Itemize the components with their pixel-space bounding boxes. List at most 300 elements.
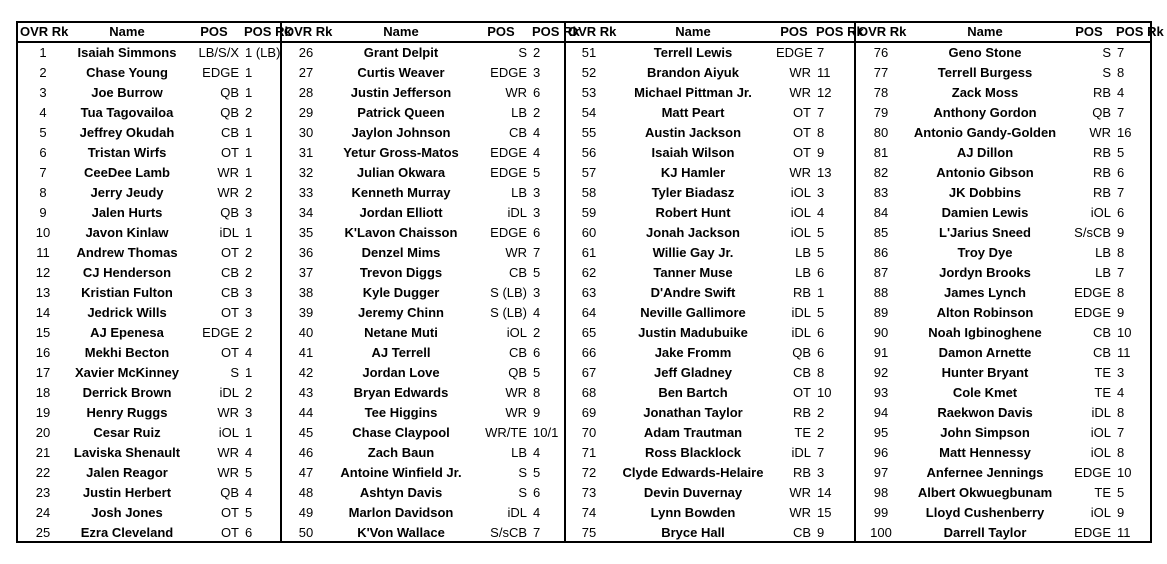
position-rank-cell: 7 xyxy=(1117,425,1125,440)
table-row xyxy=(18,443,280,463)
table-row xyxy=(18,83,280,103)
position-cell: QB xyxy=(1092,105,1111,120)
player-name-cell: Derrick Brown xyxy=(82,385,172,400)
player-name-cell: Jordan Elliott xyxy=(359,205,443,220)
position-rank-cell: 2 xyxy=(533,325,541,340)
position-rank-cell: 5 xyxy=(817,245,825,260)
position-cell: iOL xyxy=(1090,205,1111,220)
position-rank-cell: 1 xyxy=(245,145,253,160)
player-name-cell: L'Jarius Sneed xyxy=(939,225,1031,240)
overall-rank-cell: 77 xyxy=(873,65,889,80)
player-name-cell: Devin Duvernay xyxy=(643,485,743,500)
position-cell: EDGE xyxy=(202,325,239,340)
table-row xyxy=(856,363,1152,383)
position-rank-cell: 6 xyxy=(817,265,825,280)
position-cell: S/sCB xyxy=(1074,225,1111,240)
position-rank-cell: 9 xyxy=(817,525,825,540)
overall-rank-cell: 80 xyxy=(873,125,889,140)
player-name-cell: Denzel Mims xyxy=(361,245,441,260)
table-row xyxy=(282,343,566,363)
table-row xyxy=(282,503,566,523)
position-cell: EDGE xyxy=(490,225,527,240)
position-cell: CB xyxy=(508,345,527,360)
player-name-cell: Laviska Shenault xyxy=(73,445,181,460)
table-row xyxy=(566,123,856,143)
position-rank-cell: 6 xyxy=(533,225,541,240)
table-row xyxy=(282,403,566,423)
position-cell: LB xyxy=(795,265,811,280)
position-rank-cell: 4 xyxy=(245,345,253,360)
position-cell: iDL xyxy=(791,445,811,460)
position-rank-cell: 7 xyxy=(817,105,825,120)
position-rank-cell: 8 xyxy=(817,125,825,140)
table-row xyxy=(282,263,566,283)
overall-rank-cell: 82 xyxy=(873,165,889,180)
position-rank-cell: 8 xyxy=(1117,285,1125,300)
table-row xyxy=(18,403,280,423)
overall-rank-cell: 2 xyxy=(39,65,47,80)
position-cell: OT xyxy=(220,305,239,320)
overall-rank-cell: 29 xyxy=(298,105,314,120)
table-row xyxy=(282,83,566,103)
position-rank-cell: 6 xyxy=(533,85,541,100)
table-row xyxy=(856,83,1152,103)
position-rank-cell: 1 xyxy=(245,165,253,180)
position-cell: QB xyxy=(220,105,239,120)
table-row xyxy=(18,343,280,363)
position-rank-cell: 9 xyxy=(1117,505,1125,520)
overall-rank-cell: 91 xyxy=(873,345,889,360)
position-cell: OT xyxy=(792,125,811,140)
table-row xyxy=(856,343,1152,363)
player-name-cell: Bryan Edwards xyxy=(353,385,449,400)
overall-rank-cell: 46 xyxy=(298,445,314,460)
table-row xyxy=(282,443,566,463)
table-row xyxy=(282,323,566,343)
header-ovr-rank: OVR Rk xyxy=(18,23,68,42)
position-rank-cell: 1 xyxy=(245,225,253,240)
position-rank-cell: 15 xyxy=(817,505,832,520)
overall-rank-cell: 56 xyxy=(581,145,597,160)
position-rank-cell: 8 xyxy=(1117,245,1125,260)
position-cell: iOL xyxy=(790,185,811,200)
overall-rank-cell: 87 xyxy=(873,265,889,280)
player-name-cell: Jalen Reagor xyxy=(86,465,168,480)
header-name: Name xyxy=(68,23,186,42)
table-row xyxy=(18,203,280,223)
position-cell: S xyxy=(1102,45,1111,60)
position-cell: OT xyxy=(220,505,239,520)
table-row xyxy=(18,323,280,343)
overall-rank-cell: 51 xyxy=(581,45,597,60)
overall-rank-cell: 35 xyxy=(298,225,314,240)
table-row xyxy=(18,123,280,143)
position-cell: WR xyxy=(217,405,239,420)
player-name-cell: James Lynch xyxy=(944,285,1026,300)
table-row xyxy=(856,483,1152,503)
position-rank-cell: 4 xyxy=(1117,385,1125,400)
position-rank-cell: 4 xyxy=(533,125,541,140)
position-rank-cell: 3 xyxy=(817,465,825,480)
position-cell: QB xyxy=(220,85,239,100)
position-cell: S xyxy=(518,465,527,480)
player-name-cell: Clyde Edwards-Helaire xyxy=(622,465,764,480)
position-rank-cell: 9 xyxy=(533,405,541,420)
overall-rank-cell: 4 xyxy=(39,105,47,120)
overall-rank-cell: 72 xyxy=(581,465,597,480)
table-row xyxy=(566,443,856,463)
table-row xyxy=(282,63,566,83)
overall-rank-cell: 83 xyxy=(873,185,889,200)
position-rank-cell: 11 xyxy=(1117,525,1131,540)
overall-rank-cell: 95 xyxy=(873,425,889,440)
table-row xyxy=(18,383,280,403)
player-name-cell: Tristan Wirfs xyxy=(87,145,167,160)
position-rank-cell: 4 xyxy=(533,445,541,460)
table-row xyxy=(18,483,280,503)
player-name-cell: Cole Kmet xyxy=(952,385,1018,400)
overall-rank-cell: 86 xyxy=(873,245,889,260)
position-cell: RB xyxy=(1092,145,1111,160)
overall-rank-cell: 26 xyxy=(298,45,314,60)
overall-rank-cell: 1 xyxy=(39,45,47,60)
header-name: Name xyxy=(612,23,774,42)
player-name-cell: Adam Trautman xyxy=(643,425,743,440)
table-row xyxy=(566,463,856,483)
position-cell: EDGE xyxy=(202,65,239,80)
player-name-cell: JK Dobbins xyxy=(948,185,1022,200)
table-row xyxy=(566,283,856,303)
overall-rank-cell: 69 xyxy=(581,405,597,420)
overall-rank-cell: 18 xyxy=(35,385,51,400)
player-name-cell: Jedrick Wills xyxy=(87,305,167,320)
overall-rank-cell: 31 xyxy=(298,145,314,160)
position-cell: RB xyxy=(1092,185,1111,200)
player-name-cell: Curtis Weaver xyxy=(357,65,445,80)
position-rank-cell: 11 xyxy=(817,65,831,80)
position-rank-cell: 3 xyxy=(533,285,541,300)
position-rank-cell: 6 xyxy=(1117,205,1125,220)
player-name-cell: CJ Henderson xyxy=(82,265,172,280)
rankings-column-2 xyxy=(280,23,580,541)
player-name-cell: Andrew Thomas xyxy=(76,245,178,260)
overall-rank-cell: 32 xyxy=(298,165,314,180)
position-cell: LB xyxy=(511,105,527,120)
position-cell: S (LB) xyxy=(490,285,527,300)
table-row xyxy=(566,323,856,343)
position-rank-cell: 5 xyxy=(245,465,253,480)
table-row xyxy=(18,183,280,203)
player-name-cell: Hunter Bryant xyxy=(941,365,1029,380)
position-rank-cell: 5 xyxy=(245,505,253,520)
position-cell: EDGE xyxy=(776,45,813,60)
player-name-cell: Matt Peart xyxy=(661,105,725,120)
player-name-cell: Jeremy Chinn xyxy=(358,305,444,320)
overall-rank-cell: 53 xyxy=(581,85,597,100)
player-name-cell: Matt Hennessy xyxy=(939,445,1031,460)
position-cell: EDGE xyxy=(490,145,527,160)
position-cell: WR xyxy=(217,465,239,480)
position-cell: EDGE xyxy=(1074,305,1111,320)
overall-rank-cell: 8 xyxy=(39,185,47,200)
player-name-cell: Lloyd Cushenberry xyxy=(925,505,1045,520)
position-cell: iDL xyxy=(219,385,239,400)
position-rank-cell: 2 xyxy=(245,185,253,200)
position-cell: QB xyxy=(220,205,239,220)
overall-rank-cell: 7 xyxy=(39,165,47,180)
position-rank-cell: 11 xyxy=(1117,345,1131,360)
overall-rank-cell: 40 xyxy=(298,325,314,340)
position-cell: WR xyxy=(505,385,527,400)
player-name-cell: D'Andre Swift xyxy=(650,285,736,300)
table-row xyxy=(282,243,566,263)
player-name-cell: Mekhi Becton xyxy=(84,345,170,360)
table-row xyxy=(566,223,856,243)
player-name-cell: Alton Robinson xyxy=(936,305,1034,320)
table-row xyxy=(856,263,1152,283)
table-row xyxy=(18,223,280,243)
position-cell: CB xyxy=(792,365,811,380)
overall-rank-cell: 43 xyxy=(298,385,314,400)
position-cell: iOL xyxy=(1090,505,1111,520)
rankings-table xyxy=(856,23,1164,543)
position-rank-cell: 6 xyxy=(817,325,825,340)
rankings-board xyxy=(16,21,1164,543)
header-ovr-rank: OVR Rk xyxy=(566,23,612,42)
player-name-cell: Ben Bartch xyxy=(658,385,728,400)
player-name-cell: Julian Okwara xyxy=(356,165,446,180)
position-cell: QB xyxy=(508,365,527,380)
table-row xyxy=(566,363,856,383)
position-rank-cell: 2 xyxy=(245,325,253,340)
table-row xyxy=(282,303,566,323)
table-row xyxy=(856,303,1152,323)
player-name-cell: Anfernee Jennings xyxy=(926,465,1044,480)
overall-rank-cell: 13 xyxy=(35,285,51,300)
position-cell: EDGE xyxy=(490,65,527,80)
table-row xyxy=(566,403,856,423)
table-row xyxy=(18,243,280,263)
player-name-cell: Terrell Lewis xyxy=(653,45,733,60)
overall-rank-cell: 99 xyxy=(873,505,889,520)
table-row xyxy=(856,103,1152,123)
position-cell: WR/TE xyxy=(485,425,527,440)
table-row xyxy=(282,103,566,123)
table-row xyxy=(282,383,566,403)
overall-rank-cell: 34 xyxy=(298,205,314,220)
overall-rank-cell: 22 xyxy=(35,465,51,480)
position-cell: TE xyxy=(794,425,811,440)
table-row xyxy=(282,42,566,63)
table-row xyxy=(566,103,856,123)
position-cell: EDGE xyxy=(1074,525,1111,540)
player-name-cell: Trevon Diggs xyxy=(359,265,443,280)
overall-rank-cell: 52 xyxy=(581,65,597,80)
player-name-cell: Kenneth Murray xyxy=(351,185,451,200)
position-rank-cell: 5 xyxy=(533,465,541,480)
position-rank-cell: 1 xyxy=(245,65,253,80)
position-cell: WR xyxy=(789,505,811,520)
position-cell: S xyxy=(1102,65,1111,80)
player-name-cell: Zack Moss xyxy=(951,85,1019,100)
overall-rank-cell: 79 xyxy=(873,105,889,120)
position-cell: S xyxy=(518,45,527,60)
position-cell: WR xyxy=(217,445,239,460)
overall-rank-cell: 84 xyxy=(873,205,889,220)
overall-rank-cell: 67 xyxy=(581,365,597,380)
player-name-cell: Troy Dye xyxy=(957,245,1013,260)
position-rank-cell: 5 xyxy=(533,365,541,380)
position-cell: LB xyxy=(1095,245,1111,260)
table-row xyxy=(856,42,1152,63)
position-rank-cell: 3 xyxy=(245,405,253,420)
position-cell: CB xyxy=(220,125,239,140)
position-rank-cell: 3 xyxy=(245,285,253,300)
table-row xyxy=(18,363,280,383)
position-cell: OT xyxy=(220,145,239,160)
position-cell: iDL xyxy=(219,225,239,240)
player-name-cell: Jake Fromm xyxy=(654,345,732,360)
overall-rank-cell: 25 xyxy=(35,525,51,540)
overall-rank-cell: 76 xyxy=(873,45,889,60)
position-rank-cell: 10/1 xyxy=(533,425,559,440)
position-rank-cell: 2 xyxy=(245,385,253,400)
player-name-cell: Antonio Gibson xyxy=(936,165,1034,180)
player-name-cell: Jordan Love xyxy=(362,365,440,380)
position-cell: WR xyxy=(505,405,527,420)
overall-rank-cell: 59 xyxy=(581,205,597,220)
position-cell: TE xyxy=(1094,365,1111,380)
table-row xyxy=(18,423,280,443)
table-row xyxy=(566,183,856,203)
player-name-cell: Neville Gallimore xyxy=(640,305,746,320)
table-row xyxy=(566,423,856,443)
position-cell: iDL xyxy=(507,205,527,220)
table-row xyxy=(18,63,280,83)
table-row xyxy=(282,423,566,443)
overall-rank-cell: 62 xyxy=(581,265,597,280)
header-position-rank: POS Rk xyxy=(814,23,856,42)
position-rank-cell: 8 xyxy=(1117,405,1125,420)
position-rank-cell: 8 xyxy=(817,365,825,380)
overall-rank-cell: 27 xyxy=(298,65,314,80)
player-name-cell: Bryce Hall xyxy=(661,525,725,540)
table-row xyxy=(856,523,1152,543)
position-rank-cell: 10 xyxy=(1117,465,1132,480)
overall-rank-cell: 44 xyxy=(298,405,314,420)
overall-rank-cell: 28 xyxy=(298,85,314,100)
position-rank-cell: 6 xyxy=(533,485,541,500)
overall-rank-cell: 47 xyxy=(298,465,314,480)
position-cell: OT xyxy=(792,105,811,120)
position-cell: S/sCB xyxy=(490,525,527,540)
overall-rank-cell: 16 xyxy=(35,345,51,360)
player-name-cell: Damon Arnette xyxy=(938,345,1032,360)
player-name-cell: Tua Tagovailoa xyxy=(80,105,174,120)
overall-rank-cell: 33 xyxy=(298,185,314,200)
overall-rank-cell: 14 xyxy=(35,305,51,320)
overall-rank-cell: 63 xyxy=(581,285,597,300)
player-name-cell: Marlon Davidson xyxy=(348,505,454,520)
player-name-cell: Jeffrey Okudah xyxy=(79,125,175,140)
position-cell: CB xyxy=(220,265,239,280)
overall-rank-cell: 89 xyxy=(873,305,889,320)
position-rank-cell: 9 xyxy=(817,145,825,160)
position-rank-cell: 4 xyxy=(245,485,253,500)
table-row xyxy=(856,503,1152,523)
table-row xyxy=(18,163,280,183)
position-rank-cell: 1 xyxy=(245,85,253,100)
header-position-rank: POS Rk xyxy=(1114,23,1152,42)
overall-rank-cell: 54 xyxy=(581,105,597,120)
position-rank-cell: 5 xyxy=(1117,145,1125,160)
position-rank-cell: 1 xyxy=(817,285,825,300)
table-row xyxy=(566,63,856,83)
position-cell: iOL xyxy=(218,425,239,440)
player-name-cell: Tyler Biadasz xyxy=(651,185,735,200)
player-name-cell: AJ Epenesa xyxy=(90,325,164,340)
position-cell: WR xyxy=(505,85,527,100)
header-row xyxy=(282,23,566,42)
table-row xyxy=(566,263,856,283)
header-position: POS xyxy=(1064,23,1114,42)
position-cell: LB xyxy=(795,245,811,260)
table-row xyxy=(856,323,1152,343)
position-rank-cell: 2 xyxy=(533,105,541,120)
table-row xyxy=(566,483,856,503)
player-name-cell: CeeDee Lamb xyxy=(84,165,170,180)
table-row xyxy=(18,103,280,123)
overall-rank-cell: 49 xyxy=(298,505,314,520)
overall-rank-cell: 17 xyxy=(35,365,51,380)
overall-rank-cell: 6 xyxy=(39,145,47,160)
position-cell: WR xyxy=(789,85,811,100)
position-cell: TE xyxy=(1094,385,1111,400)
table-row xyxy=(282,183,566,203)
rankings-table xyxy=(282,23,580,543)
overall-rank-cell: 71 xyxy=(581,445,597,460)
position-rank-cell: 10 xyxy=(817,385,832,400)
overall-rank-cell: 90 xyxy=(873,325,889,340)
position-rank-cell: 3 xyxy=(817,185,825,200)
table-row xyxy=(856,63,1152,83)
overall-rank-cell: 70 xyxy=(581,425,597,440)
position-rank-cell: 3 xyxy=(245,205,253,220)
overall-rank-cell: 60 xyxy=(581,225,597,240)
position-rank-cell: 1 (LB) xyxy=(245,45,281,60)
position-rank-cell: 4 xyxy=(533,505,541,520)
position-rank-cell: 1 xyxy=(245,125,253,140)
table-row xyxy=(566,303,856,323)
position-rank-cell: 2 xyxy=(817,425,825,440)
player-name-cell: Ross Blacklock xyxy=(644,445,742,460)
position-rank-cell: 16 xyxy=(1117,125,1132,140)
player-name-cell: Jerry Jeudy xyxy=(90,185,164,200)
overall-rank-cell: 50 xyxy=(298,525,314,540)
player-name-cell: Grant Delpit xyxy=(363,45,439,60)
player-name-cell: Darrell Taylor xyxy=(943,525,1027,540)
position-rank-cell: 3 xyxy=(1117,365,1125,380)
position-rank-cell: 7 xyxy=(533,525,541,540)
table-row xyxy=(566,243,856,263)
position-cell: QB xyxy=(220,485,239,500)
table-row xyxy=(18,463,280,483)
position-rank-cell: 8 xyxy=(1117,65,1125,80)
position-rank-cell: 9 xyxy=(1117,225,1125,240)
rankings-column-1 xyxy=(18,23,292,541)
position-rank-cell: 7 xyxy=(1117,265,1125,280)
position-rank-cell: 1 xyxy=(245,365,253,380)
